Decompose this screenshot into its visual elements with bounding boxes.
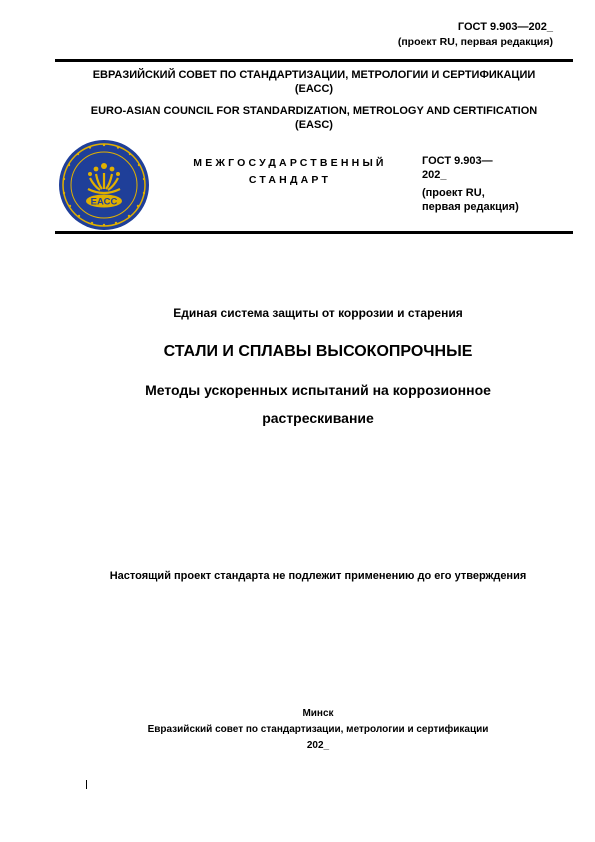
header-doc-status: (проект RU, первая редакция) <box>397 36 553 48</box>
gost-block-line1: ГОСТ 9.903— <box>422 155 493 167</box>
bottom-rule <box>55 231 573 234</box>
footer-year: 202_ <box>306 740 330 751</box>
subtitle-line1: Методы ускоренных испытаний на коррозионное <box>145 382 491 398</box>
gost-block-line3: (проект RU, <box>422 187 485 199</box>
approval-notice: Настоящий проект стандарта не подлежит применению до его утверждения <box>109 570 527 582</box>
header-doc-number: ГОСТ 9.903—202_ <box>457 21 553 33</box>
council-ru-line1: ЕВРАЗИЙСКИЙ СОВЕТ ПО СТАНДАРТИЗАЦИИ, МЕТРОЛОГИИ И СЕРТИФИКАЦИИ <box>92 69 536 81</box>
council-en-line1: EURO-ASIAN COUNCIL FOR STANDARDIZATION, METROLOGY AND CERTIFICATION <box>90 105 538 117</box>
standard-label-line2: СТАНДАРТ <box>248 174 332 186</box>
footer-city: Минск <box>302 708 334 719</box>
system-title: Единая система защиты от коррозии и старения <box>173 306 463 320</box>
logo-text: ЕАСС <box>90 196 118 208</box>
gost-block-line4: первая редакция) <box>422 201 519 213</box>
main-title: СТАЛИ И СПЛАВЫ ВЫСОКОПРОЧНЫЕ <box>163 343 473 360</box>
margin-mark <box>86 780 87 789</box>
standard-label-line1: МЕЖГОСУДАРСТВЕННЫЙ <box>193 157 387 169</box>
council-en-line2: (EASC) <box>295 119 333 131</box>
council-ru-line2: (ЕАСС) <box>294 83 334 95</box>
top-rule <box>55 59 573 62</box>
subtitle-line2: растрескивание <box>262 410 374 426</box>
easc-emblem-icon <box>58 139 150 231</box>
footer-publisher: Евразийский совет по стандартизации, метрологии и сертификации <box>147 724 489 735</box>
gost-block-line2: 202_ <box>422 169 447 181</box>
